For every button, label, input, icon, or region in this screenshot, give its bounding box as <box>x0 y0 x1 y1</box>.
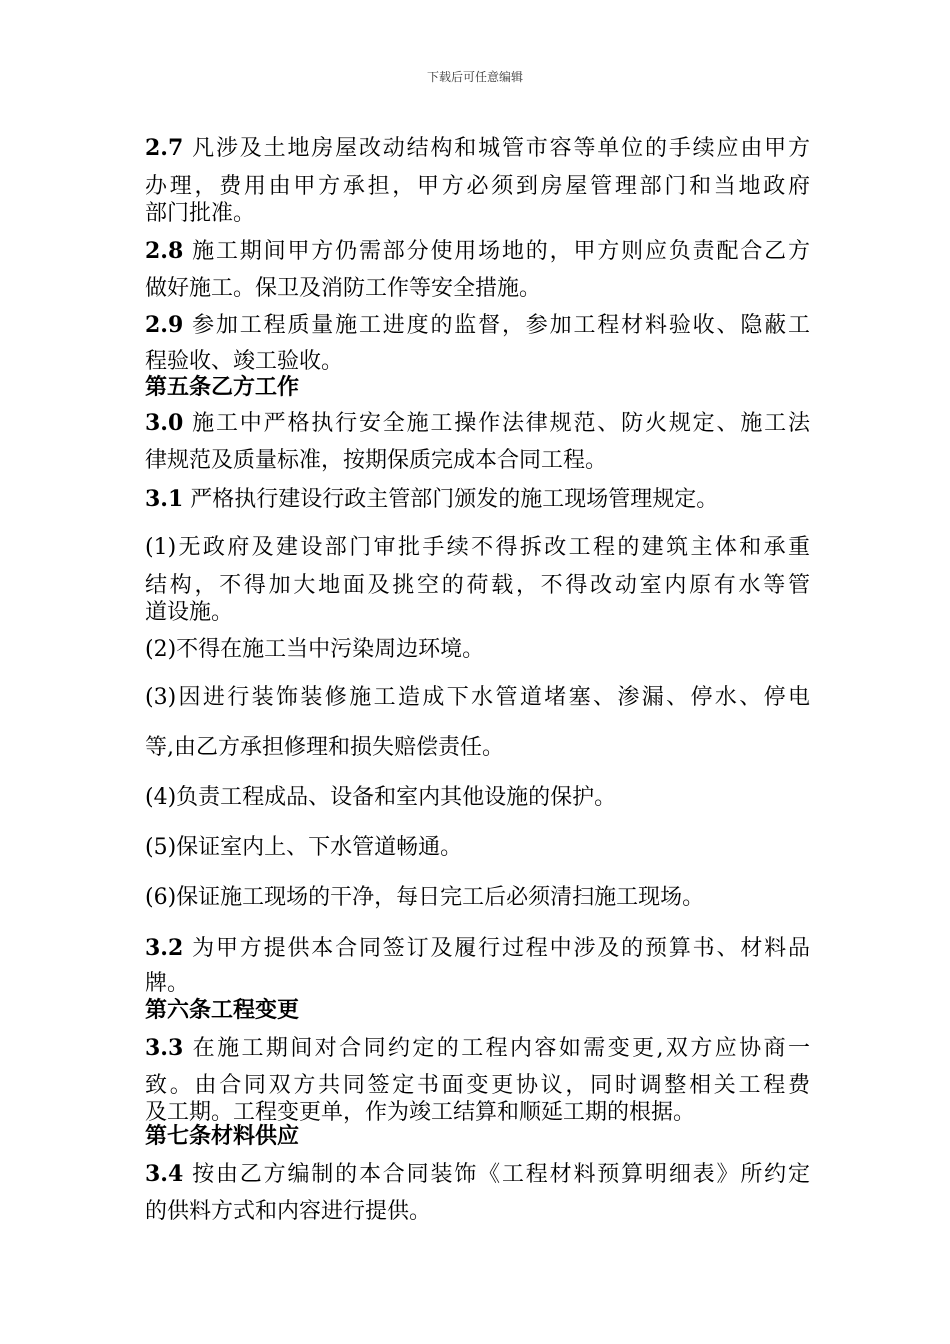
paragraph-line <box>145 199 810 229</box>
paragraph-line <box>145 598 810 628</box>
paragraph-line <box>145 733 810 763</box>
line-text: 办理，费用由甲方承担，甲方必须到房屋管理部门和当地政府 <box>145 174 810 199</box>
paragraph-line <box>145 1033 810 1064</box>
line-text: 第五条乙方工作 <box>145 375 300 400</box>
line-text: (1)无政府及建设部门审批手续不得拆改工程的建筑主体和承重 <box>145 535 810 560</box>
line-text: (6)保证施工现场的干净，每日完工后必须清扫施工现场。 <box>145 885 705 910</box>
paragraph-line <box>145 310 810 341</box>
line-text: (5)保证室内上、下水管道畅通。 <box>145 835 463 860</box>
paragraph-line <box>145 883 810 913</box>
paragraph-line <box>145 635 810 665</box>
line-text: (2)不得在施工当中污染周边环境。 <box>145 637 485 662</box>
line-text: 程验收、竣工验收。 <box>145 349 344 374</box>
line-text: 施工中严格执行安全施工操作法律规范、防火规定、施工法 <box>183 411 810 436</box>
section-heading <box>145 373 810 403</box>
line-text: 按由乙方编制的本合同装饰《工程材料预算明细表》所约定 <box>183 1162 810 1187</box>
clause-number: 3.1 <box>145 486 184 512</box>
line-text: 严格执行建设行政主管部门颁发的施工现场管理规定。 <box>183 487 719 512</box>
paragraph-line <box>145 833 810 863</box>
paragraph-line <box>145 274 810 304</box>
paragraph-line <box>145 1159 810 1190</box>
line-text: 牌。 <box>145 971 190 996</box>
paragraph-line <box>145 683 810 713</box>
page-header: 下载后可任意编辑 <box>426 70 523 84</box>
line-text: 在施工期间对合同约定的工程内容如需变更,双方应协商一 <box>183 1036 810 1061</box>
clause-number: 3.3 <box>145 1035 184 1061</box>
clause-number: 3.4 <box>145 1161 184 1187</box>
paragraph-line <box>145 484 810 515</box>
paragraph-line <box>145 783 810 813</box>
paragraph-line <box>145 533 810 563</box>
paragraph-line <box>145 172 810 202</box>
paragraph-line <box>145 236 810 267</box>
paragraph-line <box>145 446 810 476</box>
section-heading <box>145 1122 810 1152</box>
clause-number: 2.9 <box>145 312 184 338</box>
paragraph-line <box>145 571 810 601</box>
clause-number: 3.0 <box>145 410 184 436</box>
clause-number: 3.2 <box>145 935 184 961</box>
line-text: 结构，不得加大地面及挑空的荷载，不得改动室内原有水等管 <box>145 573 810 598</box>
paragraph-line <box>145 933 810 964</box>
line-text: (4)负责工程成品、设备和室内其他设施的保护。 <box>145 785 617 810</box>
paragraph-line <box>145 133 810 164</box>
line-text: 为甲方提供本合同签订及履行过程中涉及的预算书、材料品 <box>183 936 810 961</box>
line-text: (3)因进行装饰装修施工造成下水管道堵塞、渗漏、停水、停电 <box>145 685 810 710</box>
line-text: 致。由合同双方共同签定书面变更协议，同时调整相关工程费 <box>145 1073 810 1098</box>
paragraph-line <box>145 969 810 999</box>
line-text: 等,由乙方承担修理和损失赔偿责任。 <box>145 735 504 760</box>
line-text: 第六条工程变更 <box>145 998 300 1023</box>
line-text: 律规范及质量标准，按期保质完成本合同工程。 <box>145 448 608 473</box>
line-text: 第七条材料供应 <box>145 1124 300 1149</box>
line-text: 的供料方式和内容进行提供。 <box>145 1199 432 1224</box>
section-heading <box>145 996 810 1026</box>
paragraph-line <box>145 1071 810 1101</box>
line-text: 凡涉及土地房屋改动结构和城管市容等单位的手续应由甲方 <box>183 136 810 161</box>
line-text: 部门批准。 <box>145 201 256 226</box>
line-text: 做好施工。保卫及消防工作等安全措施。 <box>145 276 542 301</box>
paragraph-line <box>145 1197 810 1227</box>
line-text: 施工期间甲方仍需部分使用场地的，甲方则应负责配合乙方 <box>183 239 810 264</box>
clause-number: 2.7 <box>145 135 184 161</box>
line-text: 参加工程质量施工进度的监督，参加工程材料验收、隐蔽工 <box>183 313 810 338</box>
paragraph-line <box>145 408 810 439</box>
clause-number: 2.8 <box>145 238 184 264</box>
line-text: 道设施。 <box>145 600 234 625</box>
line-text: 及工期。工程变更单，作为竣工结算和顺延工期的根据。 <box>145 1100 696 1125</box>
